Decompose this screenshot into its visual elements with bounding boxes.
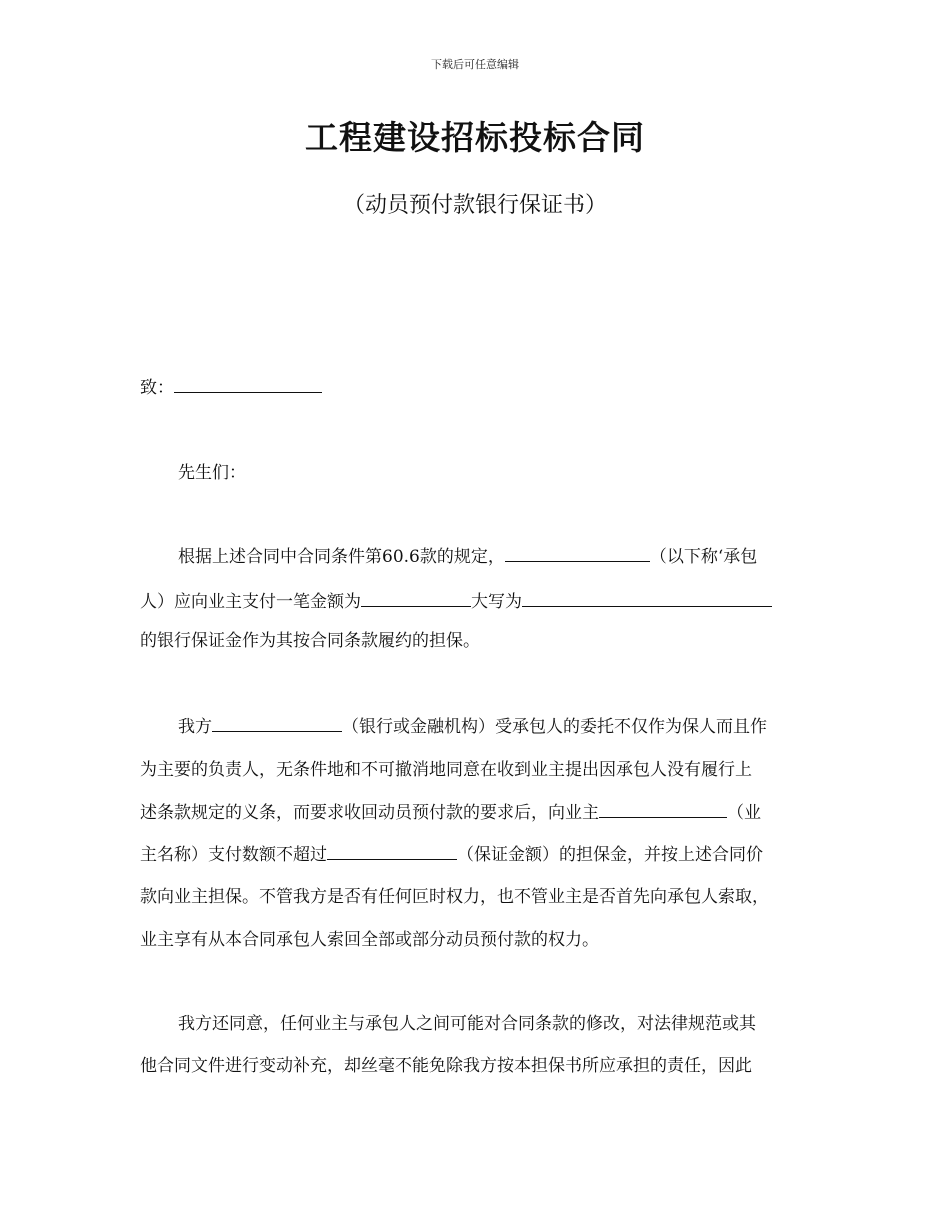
p2-text: 主名称）支付数额不超过 xyxy=(140,845,327,865)
header-note: 下载后可任意编辑 xyxy=(431,58,519,71)
p2-text: （业 xyxy=(727,803,761,823)
p2-text: （保证金额）的担保金，并按上述合同价 xyxy=(457,845,763,865)
greeting: 先生们： xyxy=(178,463,246,483)
contractor-blank xyxy=(505,545,650,562)
p2-line-2: 为主要的负责人，无条件地和不可撤消地同意在收到业主提出因承包人没有履行上 xyxy=(140,760,752,780)
amount-words-blank xyxy=(522,590,772,607)
employer-blank xyxy=(599,801,727,818)
p3-line-1: 我方还同意，任何业主与承包人之间可能对合同条款的修改，对法律规范或其 xyxy=(178,1014,756,1034)
p2-line-1 xyxy=(178,715,767,738)
p2-line-5: 款向业主担保。不管我方是否有任何叵时权力，也不管业主是否首先向承包人索取， xyxy=(140,887,769,907)
p2-text: 我方 xyxy=(178,717,212,737)
p1-line-2 xyxy=(140,590,772,613)
addressee-blank xyxy=(174,376,322,393)
p1-text: （以下称‘承包 xyxy=(649,547,758,567)
p1-line-1 xyxy=(178,545,757,568)
bank-blank xyxy=(212,715,342,732)
p2-text: （银行或金融机构）受承包人的委托不仅作为保人而且作 xyxy=(342,717,767,737)
amount-blank xyxy=(361,590,471,607)
addressee-prefix: 致： xyxy=(140,378,174,398)
p2-line-6: 业主享有从本合同承包人索回全部或部分动员预付款的权力。 xyxy=(140,930,599,950)
guarantee-amount-blank xyxy=(327,843,457,860)
p3-line-2: 他合同文件进行变动补充，却丝毫不能免除我方按本担保书所应承担的责任，因此 xyxy=(140,1056,752,1076)
p2-line-3 xyxy=(140,801,761,824)
document-title: 工程建设招标投标合同 xyxy=(305,118,645,157)
addressee-line xyxy=(140,376,322,399)
p2-line-4 xyxy=(140,843,763,866)
p1-text: 根据上述合同中合同条件第60.6款的规定， xyxy=(178,547,505,567)
p2-text: 述条款规定的义条，而要求收回动员预付款的要求后，向业主 xyxy=(140,803,599,823)
document-subtitle: （动员预付款银行保证书） xyxy=(342,193,607,218)
p1-text: 大写为 xyxy=(471,592,522,612)
p1-line-3: 的银行保证金作为其按合同条款履约的担保。 xyxy=(140,631,480,651)
p1-text: 人）应向业主支付一笔金额为 xyxy=(140,592,361,612)
